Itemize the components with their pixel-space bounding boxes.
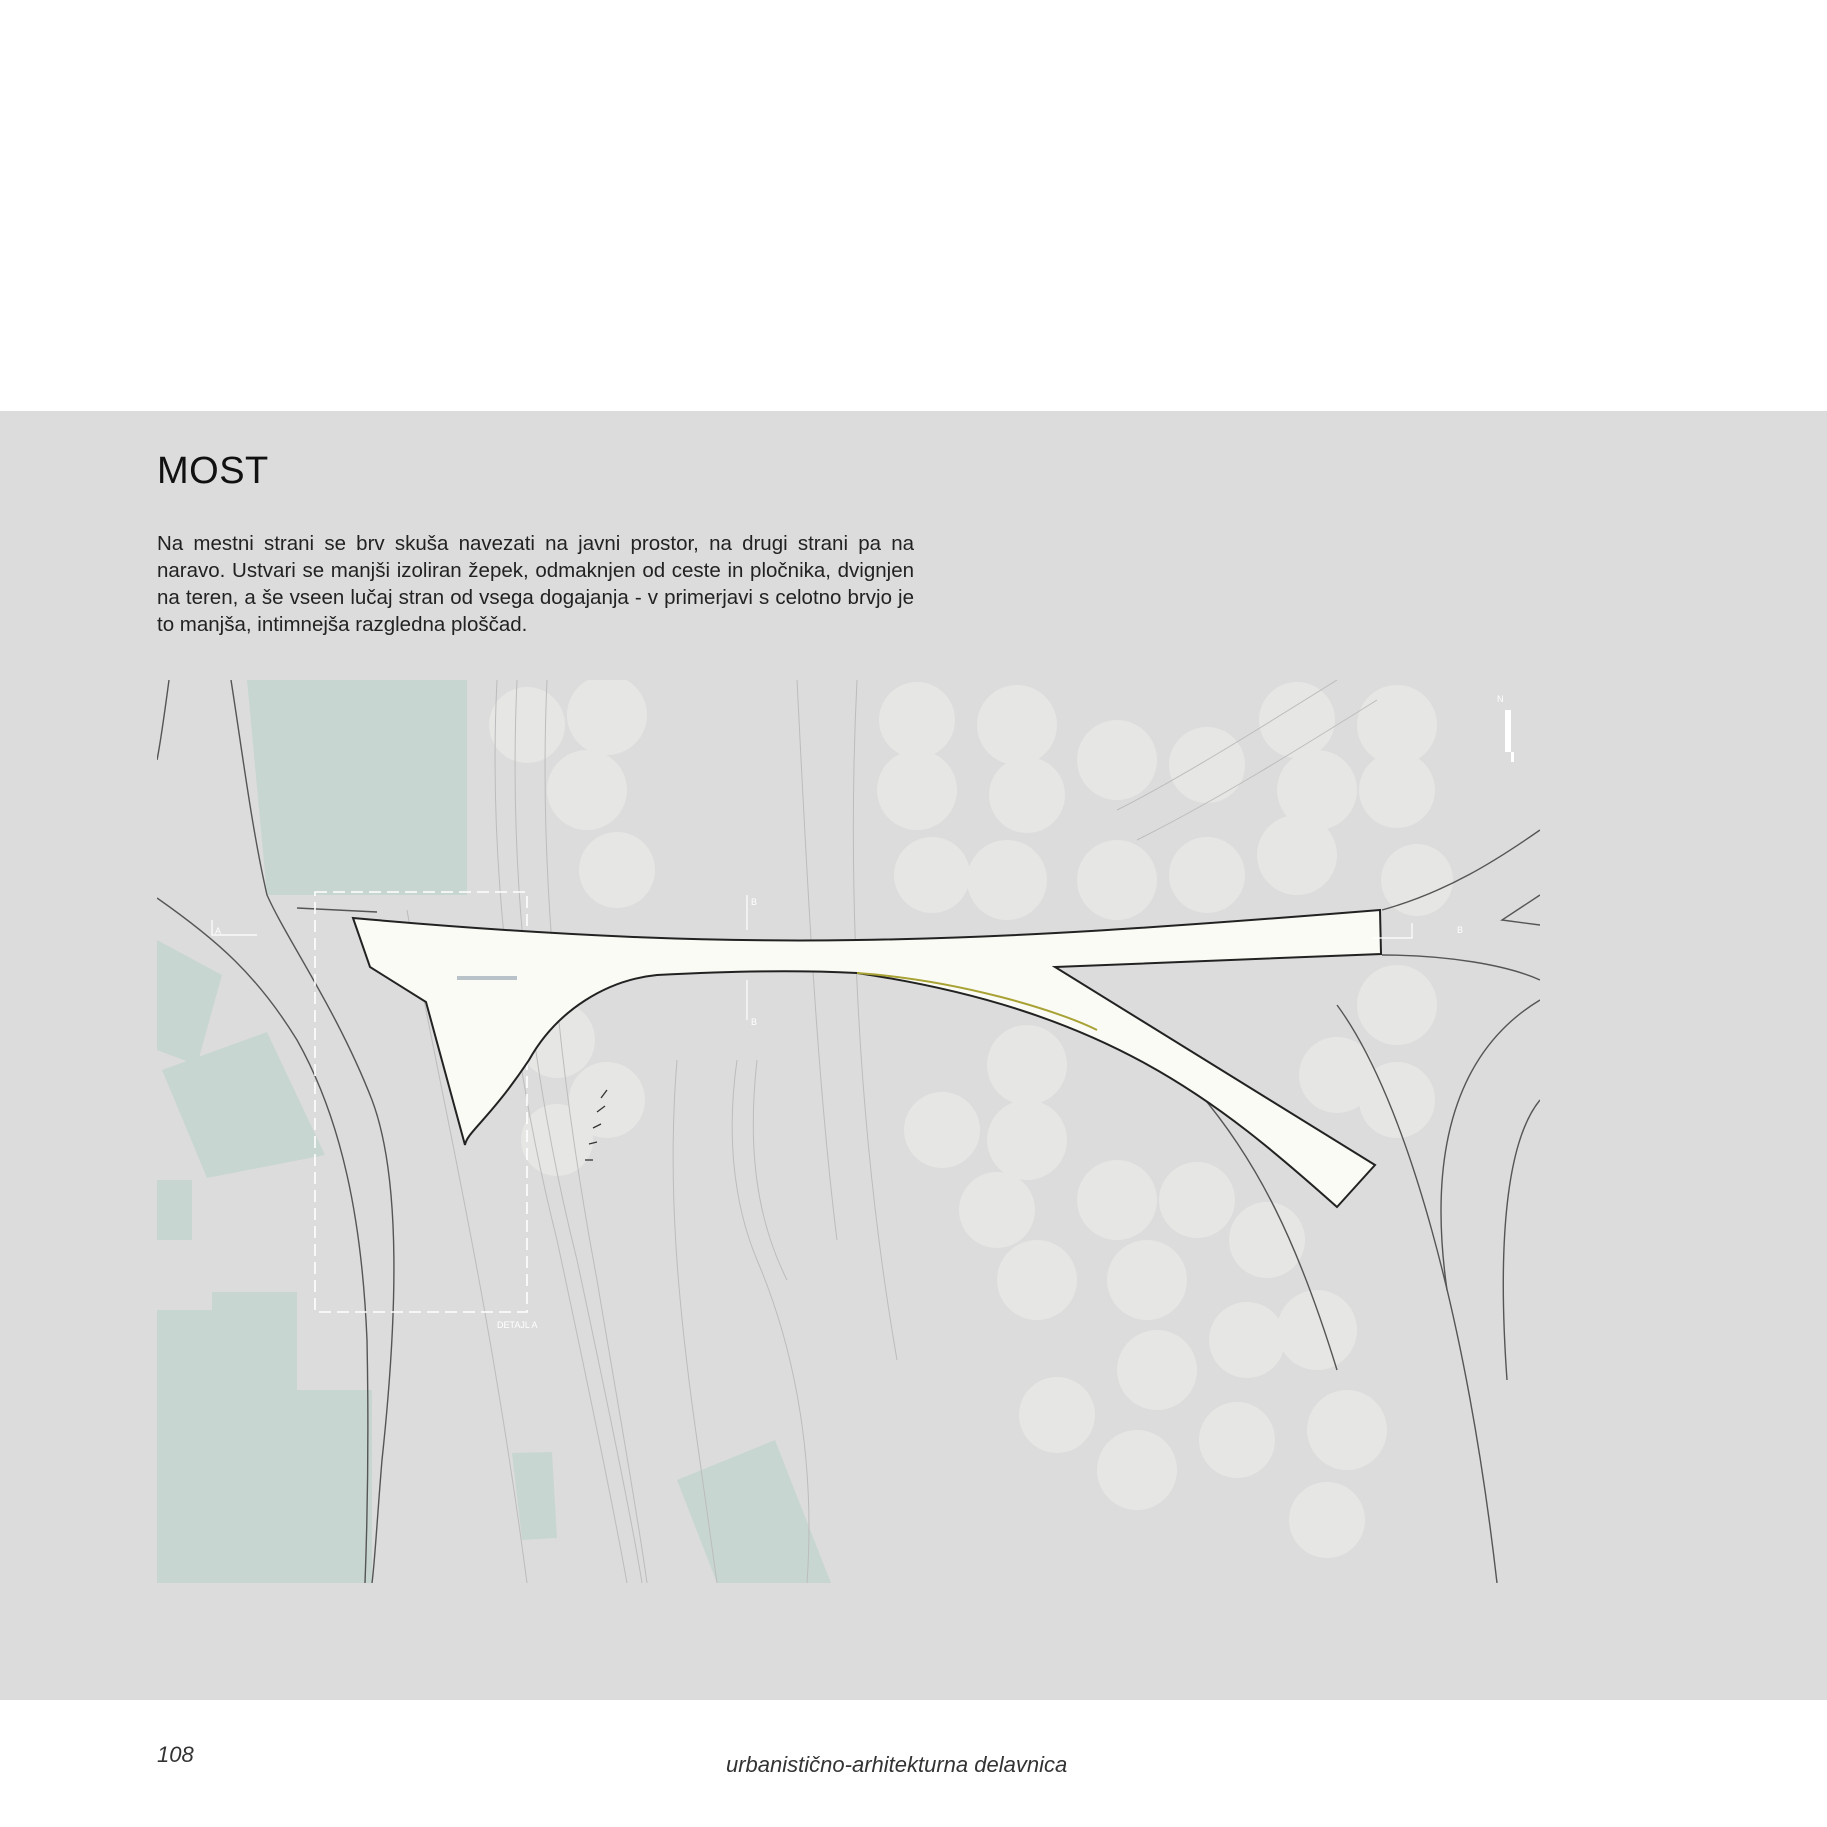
- building: [157, 1180, 192, 1240]
- bridge-deck: [353, 910, 1381, 1207]
- tree: [1169, 727, 1245, 803]
- tree: [1209, 1302, 1285, 1378]
- contour-line: [753, 1060, 787, 1280]
- tree: [1159, 1162, 1235, 1238]
- buildings: [157, 680, 831, 1583]
- section-b-bottom-label: B: [751, 1017, 758, 1027]
- site-plan: [157, 680, 1540, 1583]
- tree: [1077, 720, 1157, 800]
- section-b-right-label: B: [1457, 925, 1464, 935]
- tree: [1257, 815, 1337, 895]
- site-plan-drawing: [157, 680, 1540, 1583]
- building: [157, 1292, 372, 1583]
- tree: [989, 757, 1065, 833]
- section-b-top-label: B: [751, 897, 758, 907]
- tree: [1077, 1160, 1157, 1240]
- description-paragraph: Na mestni strani se brv skuša navezati na javni prostor, na drugi strani pa na naravo. Ustvari se manjši izoliran žepek, odmaknjen od ceste in pločnika, dvignjen na teren, a še vseen lučaj stran od vsega dogajanja - v primerjavi s celotno brvjo je to manjša, intimnejša razgledna ploščad.: [157, 532, 914, 636]
- tree: [1199, 1402, 1275, 1478]
- tree: [1077, 840, 1157, 920]
- trees: [489, 680, 1453, 1558]
- bench: [457, 976, 517, 980]
- tree: [1381, 844, 1453, 916]
- tree: [997, 1240, 1077, 1320]
- section-a-label: A: [215, 926, 222, 936]
- tree: [547, 750, 627, 830]
- north-arrow-icon: [1497, 694, 1514, 762]
- tree: [579, 832, 655, 908]
- tree: [959, 1172, 1035, 1248]
- tree: [1259, 682, 1335, 758]
- building: [402, 810, 452, 895]
- tree: [1289, 1482, 1365, 1558]
- tree: [879, 682, 955, 758]
- tree: [967, 840, 1047, 920]
- tree: [1307, 1390, 1387, 1470]
- tree: [1019, 1377, 1095, 1453]
- tree: [1117, 1330, 1197, 1410]
- tree: [521, 1104, 593, 1176]
- tree: [1359, 752, 1435, 828]
- building: [512, 1452, 557, 1540]
- road-edge: [157, 680, 169, 760]
- detail-a-label: DETAJL A: [497, 1320, 538, 1330]
- tree: [894, 837, 970, 913]
- tree: [1359, 1062, 1435, 1138]
- tree: [1357, 965, 1437, 1045]
- tree: [567, 680, 647, 755]
- road-edge: [297, 908, 377, 912]
- page-number: 108: [157, 1742, 194, 1767]
- road-edge: [1502, 895, 1540, 925]
- tree: [1229, 1202, 1305, 1278]
- tree: [1169, 837, 1245, 913]
- road-edge: [1441, 1000, 1540, 1290]
- tree: [987, 1100, 1067, 1180]
- tree: [1277, 1290, 1357, 1370]
- building: [157, 940, 222, 1065]
- road-edge: [1503, 1100, 1540, 1380]
- page-title: MOST: [157, 450, 269, 492]
- tree: [489, 687, 565, 763]
- tree: [904, 1092, 980, 1168]
- footer-title: urbanistično-arhitekturna delavnica: [726, 1752, 1068, 1777]
- tree: [1107, 1240, 1187, 1320]
- tree: [987, 1025, 1067, 1105]
- tree: [877, 750, 957, 830]
- north-label: N: [1497, 694, 1504, 704]
- tree: [1097, 1430, 1177, 1510]
- tree: [977, 685, 1057, 765]
